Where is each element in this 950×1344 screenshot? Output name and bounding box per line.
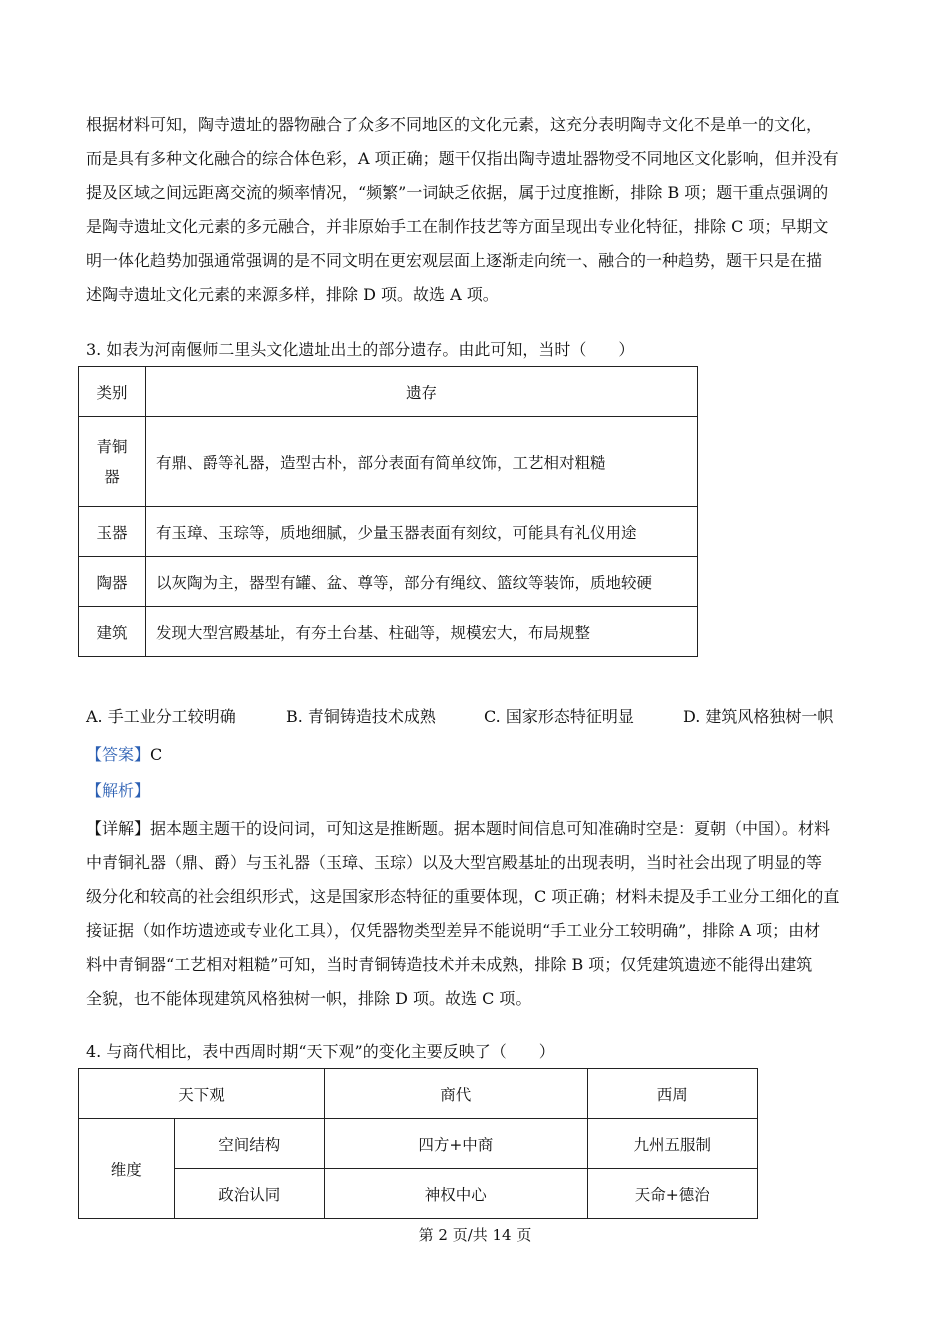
table-desc-cell: 发现大型宫殿基址，有夯土台基、柱础等，规模宏大，布局规整 — [146, 607, 698, 657]
text-line: 是陶寺遗址文化元素的多元融合，并非原始手工在制作技艺等方面呈现出专业化特征，排除 C 项；早期文 — [86, 217, 829, 236]
table-row — [79, 417, 698, 507]
table-header-cell: 类别 — [79, 367, 146, 417]
analysis-label: 【解析】 — [86, 781, 151, 800]
text-line: 全貌，也不能体现建筑风格独树一帜，排除 D 项。故选 C 项。 — [86, 989, 532, 1008]
text-line — [86, 812, 870, 846]
table-group-cell: 维度 — [79, 1119, 175, 1219]
table-desc-cell: 有玉璋、玉琮等，质地细腻，少量玉器表面有刻纹，可能具有礼仪用途 — [146, 507, 698, 557]
answer-line — [86, 741, 162, 769]
table-desc-cell: 有鼎、爵等礼器，造型古朴，部分表面有简单纹饰，工艺相对粗糙 — [146, 417, 698, 507]
q2-analysis-paragraph — [86, 108, 870, 312]
text-line: 料中青铜器“工艺相对粗糙”可知，当时青铜铸造技术并未成熟，排除 B 项；仅凭建筑遗迹不能得出建筑 — [86, 955, 813, 974]
table-header-row — [79, 367, 698, 417]
table-cell: 四方+中商 — [325, 1119, 588, 1169]
table-dimension-cell: 政治认同 — [174, 1169, 324, 1219]
answer-label: 【答案】 — [86, 745, 151, 764]
detail-label: 【详解】 — [86, 819, 151, 838]
q3-table — [78, 366, 698, 657]
table-category-cell: 建筑 — [79, 607, 146, 657]
table-cell: 九州五服制 — [587, 1119, 757, 1169]
q3-detail-paragraph — [86, 812, 870, 1016]
table-header-cell: 商代 — [325, 1069, 588, 1119]
option-d: D. 建筑风格独树一帜 — [683, 707, 834, 726]
cell-line: 器 — [104, 467, 120, 486]
q3-stem: 3. 如表为河南偃师二里头文化遗址出土的部分遗存。由此可知，当时（ ） — [86, 340, 635, 359]
table-category-cell: 玉器 — [79, 507, 146, 557]
cell-line: 青铜 — [96, 437, 128, 456]
text-line: 中青铜礼器（鼎、爵）与玉礼器（玉璋、玉琮）以及大型宫殿基址的出现表明，当时社会出现了明显的等 — [86, 853, 823, 872]
table-row — [79, 607, 698, 657]
option-c: C. 国家形态特征明显 — [484, 707, 634, 726]
table-row — [79, 1119, 758, 1169]
option-a: A. 手工业分工较明确 — [86, 707, 236, 726]
text-line: 述陶寺遗址文化元素的来源多样，排除 D 项。故选 A 项。 — [86, 285, 499, 304]
text-line: 提及区域之间远距离交流的频率情况，“频繁”一词缺乏依据，属于过度推断，排除 B 项；题干重点强调的 — [86, 183, 829, 202]
table-header-cell: 西周 — [587, 1069, 757, 1119]
table-category-cell: 陶器 — [79, 557, 146, 607]
text-line: 明一体化趋势加强通常强调的是不同文明在更宏观层面上逐渐走向统一、融合的一种趋势，题干只是在描 — [86, 251, 823, 270]
text-line: 而是具有多种文化融合的综合体色彩，A 项正确；题干仅指出陶寺遗址器物受不同地区文化影响，但并没有 — [86, 149, 839, 168]
table-cell: 神权中心 — [325, 1169, 588, 1219]
table-cell: 天命+德治 — [587, 1169, 757, 1219]
q4-stem: 4. 与商代相比，表中西周时期“天下观”的变化主要反映了（ ） — [86, 1042, 555, 1061]
page-footer: 第 2 页/共 14 页 — [418, 1226, 532, 1244]
table-dimension-cell: 空间结构 — [174, 1119, 324, 1169]
text-line: 接证据（如作坊遗迹或专业化工具），仅凭器物类型差异不能说明“手工业分工较明确”，排除 A 项；由材 — [86, 921, 821, 940]
table-desc-cell: 以灰陶为主，器型有罐、盆、尊等，部分有绳纹、篮纹等装饰，质地较硬 — [146, 557, 698, 607]
text-line: 级分化和较高的社会组织形式，这是国家形态特征的重要体现，C 项正确；材料未提及手工业分工细化的直 — [86, 887, 840, 906]
table-row — [79, 557, 698, 607]
table-row — [79, 1169, 758, 1219]
table-header-row — [79, 1069, 758, 1119]
table-header-cell: 天下观 — [79, 1069, 325, 1119]
text-line: 根据材料可知，陶寺遗址的器物融合了众多不同地区的文化元素，这充分表明陶寺文化不是单一的文化， — [86, 115, 823, 134]
table-row — [79, 507, 698, 557]
answer-value: C — [150, 745, 163, 764]
option-b: B. 青铜铸造技术成熟 — [286, 707, 436, 726]
table-category-cell — [79, 417, 146, 507]
q4-table — [78, 1068, 758, 1219]
table-header-cell: 遗存 — [146, 367, 698, 417]
text-span: 据本题主题干的设问词，可知这是推断题。据本题时间信息可知准确时空是：夏朝（中国）。材料 — [150, 819, 831, 838]
